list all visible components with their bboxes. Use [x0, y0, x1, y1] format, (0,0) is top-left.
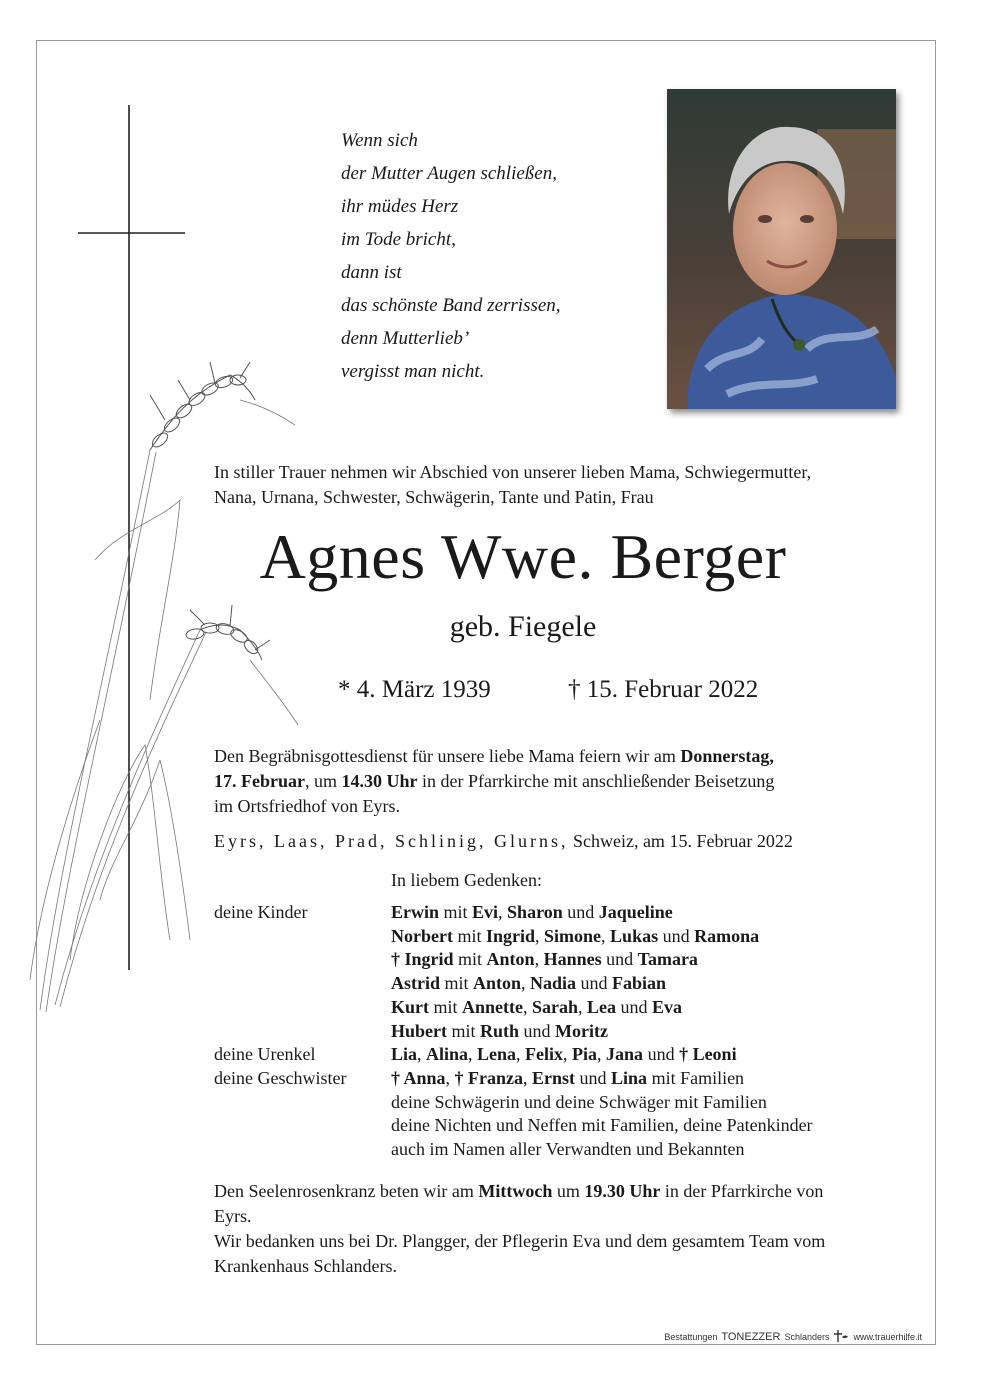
- family-text: ,: [516, 1044, 526, 1065]
- family-text: ,: [498, 902, 508, 922]
- family-member: Annette: [462, 996, 524, 1017]
- family-text: ,: [468, 1044, 478, 1065]
- family-text: ,: [534, 949, 544, 970]
- family-row: [214, 1043, 813, 1067]
- family-member: Ramona: [694, 925, 760, 946]
- place-date: Schweiz, am 15. Februar 2022: [568, 831, 793, 851]
- footer-prefix: Bestattungen: [664, 1332, 718, 1342]
- family-row: [214, 948, 813, 972]
- family-text: und: [643, 1044, 680, 1065]
- footer-credit: [664, 1329, 922, 1345]
- family-row: [214, 901, 813, 925]
- poem-line: vergisst man nicht.: [341, 361, 485, 382]
- family-label: deine Geschwister: [214, 1067, 347, 1088]
- family-text: ,: [601, 925, 611, 946]
- family-text: und: [616, 996, 653, 1017]
- family-member: Nadia: [530, 973, 577, 994]
- memory-heading: In liebem Gedenken:: [391, 870, 542, 890]
- family-row: [214, 1067, 813, 1091]
- poem-line: im Tode bricht,: [341, 229, 456, 250]
- family-text: ,: [417, 1044, 427, 1065]
- funeral-text: , um: [304, 771, 342, 791]
- wheat-ear-upper: [150, 362, 255, 450]
- family-text: mit: [429, 996, 463, 1017]
- poem: [341, 124, 561, 388]
- family-member: Hannes: [543, 949, 602, 970]
- family-text: ,: [578, 996, 588, 1017]
- intro-text: [214, 460, 914, 510]
- rosary-text: in der Pfarrkirche von: [660, 1181, 824, 1201]
- family-member: Jana: [606, 1044, 644, 1065]
- family-row: [214, 1020, 813, 1044]
- family-text: ,: [563, 1044, 573, 1065]
- family-text: mit: [439, 902, 473, 922]
- family-text: deine Schwägerin und deine Schwäger mit Familien: [391, 1091, 767, 1112]
- family-text: und: [575, 1067, 612, 1088]
- family-member: Kurt: [391, 996, 429, 1017]
- family-member: † Leoni: [679, 1044, 737, 1065]
- family-member: Anton: [473, 973, 522, 994]
- family-text: mit: [453, 949, 487, 970]
- family-member: † Ingrid: [391, 949, 454, 970]
- family-member: Hubert: [391, 1020, 447, 1041]
- family-member: Fabian: [612, 973, 667, 994]
- family-row: [214, 1138, 813, 1162]
- thanks-line: Krankenhaus Schlanders.: [214, 1256, 397, 1276]
- family-member: Jaqueline: [598, 902, 673, 922]
- family-label: deine Kinder: [214, 902, 308, 922]
- family-row: [214, 1091, 813, 1115]
- family-member: Lina: [611, 1067, 648, 1088]
- family-text: und: [576, 973, 613, 994]
- family-text: ,: [523, 996, 533, 1017]
- family-text: mit: [440, 973, 474, 994]
- deceased-name: Agnes Wwe. Berger: [259, 521, 787, 592]
- footer-brand: TONEZZER: [721, 1331, 781, 1343]
- family-member: Eva: [652, 996, 683, 1017]
- family-list: [214, 901, 813, 1162]
- family-member: Tamara: [637, 949, 698, 970]
- family-text: und: [562, 902, 599, 922]
- funeral-time: 14.30 Uhr: [341, 771, 418, 791]
- family-text: ,: [597, 1044, 607, 1065]
- rosary-day: Mittwoch: [478, 1181, 553, 1201]
- family-text: mit: [447, 1020, 481, 1041]
- family-text: mit Familien: [647, 1067, 745, 1088]
- family-member: Astrid: [391, 973, 440, 994]
- rosary-time: 19.30 Uhr: [584, 1181, 661, 1201]
- family-member: Sharon: [507, 902, 563, 922]
- rosary-text: Den Seelenrosenkranz beten wir am: [214, 1181, 479, 1201]
- family-member: Simone: [544, 925, 602, 946]
- family-member: Ernst: [532, 1067, 576, 1088]
- funeral-notice: [214, 744, 894, 819]
- family-member: Lia: [391, 1044, 418, 1065]
- family-member: † Franza: [454, 1067, 524, 1088]
- family-member: Alina: [426, 1044, 469, 1065]
- birth-name: geb. Fiegele: [449, 610, 597, 643]
- family-member: † Anna: [391, 1067, 446, 1088]
- family-member: Lea: [587, 996, 617, 1017]
- thanks-notice: [214, 1229, 904, 1279]
- place-and-date: [214, 831, 793, 852]
- footer-url[interactable]: www.trauerhilfe.it: [853, 1332, 922, 1342]
- family-text: auch im Namen aller Verwandten und Bekannten: [391, 1139, 745, 1160]
- family-row: [214, 925, 813, 949]
- family-member: Ruth: [480, 1020, 520, 1041]
- family-member: Sarah: [532, 996, 579, 1017]
- family-label: deine Urenkel: [214, 1044, 316, 1065]
- thanks-line: Wir bedanken uns bei Dr. Plangger, der Pflegerin Eva und dem gesamtem Team vom: [214, 1231, 826, 1251]
- family-member: Moritz: [555, 1020, 608, 1041]
- family-text: und: [519, 1020, 556, 1041]
- funeral-text: im Ortsfriedhof von Eyrs.: [214, 796, 400, 816]
- family-row: [214, 996, 813, 1020]
- family-member: Anton: [486, 949, 535, 970]
- death-date: † 15. Februar 2022: [568, 676, 759, 703]
- footer-suffix: Schlanders: [784, 1332, 830, 1342]
- places: Eyrs, Laas, Prad, Schlinig, Glurns,: [214, 831, 569, 851]
- family-member: Ingrid: [486, 925, 536, 946]
- family-text: und: [658, 925, 695, 946]
- portrait-photo: [667, 89, 896, 409]
- funeral-text: in der Pfarrkirche mit anschließender Beisetzung: [417, 771, 775, 791]
- funeral-day: Donnerstag,: [680, 746, 774, 766]
- family-member: Norbert: [391, 925, 453, 946]
- family-text: ,: [521, 973, 531, 994]
- family-member: Evi: [472, 902, 499, 922]
- family-text: mit: [452, 925, 486, 946]
- poem-line: ihr müdes Herz: [341, 196, 459, 217]
- rosary-text: um: [552, 1181, 585, 1201]
- rosary-notice: [214, 1179, 904, 1229]
- family-member: Felix: [525, 1044, 564, 1065]
- birth-date: * 4. März 1939: [338, 676, 491, 703]
- family-row: [214, 972, 813, 996]
- family-text: ,: [445, 1067, 455, 1088]
- poem-line: Wenn sich: [341, 130, 418, 151]
- family-text: deine Nichten und Neffen mit Familien, deine Patenkinder: [391, 1115, 813, 1136]
- family-member: Erwin: [391, 902, 440, 922]
- family-text: ,: [535, 925, 545, 946]
- poem-line: der Mutter Augen schließen,: [341, 163, 557, 184]
- family-text: und: [601, 949, 638, 970]
- family-text: ,: [523, 1067, 533, 1088]
- intro-line: Nana, Urnana, Schwester, Schwägerin, Tante und Patin, Frau: [214, 487, 654, 507]
- family-member: Pia: [572, 1044, 598, 1065]
- cross-dove-icon: [833, 1329, 849, 1345]
- intro-line: In stiller Trauer nehmen wir Abschied von unserer lieben Mama, Schwiegermutter,: [214, 462, 812, 482]
- family-row: [214, 1114, 813, 1138]
- rosary-text: Eyrs.: [214, 1206, 252, 1226]
- funeral-date: 17. Februar: [214, 771, 305, 791]
- family-member: Lena: [477, 1044, 517, 1065]
- poem-line: dann ist: [341, 262, 402, 283]
- poem-line: das schönste Band zerrissen,: [341, 295, 561, 316]
- poem-line: denn Mutterlieb’: [341, 328, 470, 349]
- funeral-text: Den Begräbnisgottesdienst für unsere liebe Mama feiern wir am: [214, 746, 681, 766]
- family-member: Lukas: [610, 925, 659, 946]
